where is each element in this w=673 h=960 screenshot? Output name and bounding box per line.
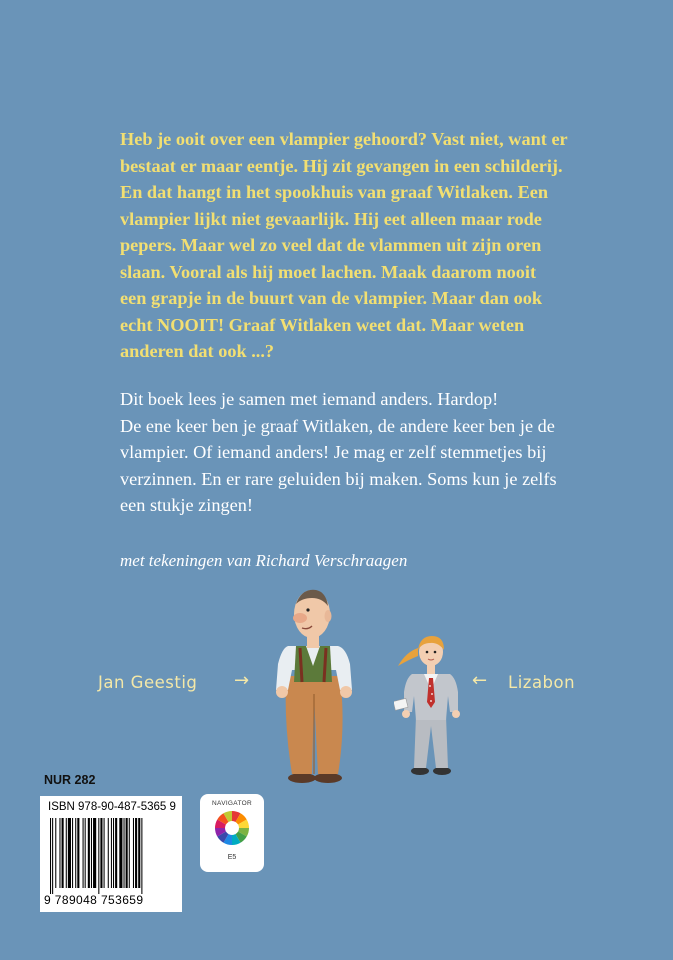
barcode-bar [93,818,96,888]
navigator-label: NAVIGATOR [212,800,252,807]
barcode-bar [138,818,140,888]
description-line: vlampier. Of iemand anders! Je mag er zelf stemmetjes bij [120,442,547,462]
barcode-bar [104,818,105,888]
blurb-line: Heb je ooit over een vlampier gehoord? Vast niet, want er [120,129,568,149]
arrow-right-icon: → [234,670,250,691]
arrow-left-icon: ← [472,670,488,691]
blurb-line: echt NOOIT! Graaf Witlaken weet dat. Maar weten [120,314,525,335]
blurb-line: vlampier lijkt niet gevaarlijk. Hij eet alleen maar rode [120,208,542,229]
barcode-bar [77,818,79,888]
illustrator-credit: met tekeningen van Richard Verschraagen [120,551,408,570]
barcode-bar [113,818,114,888]
description-line: Dit boek lees je samen met iemand anders. Hardop! [120,389,499,409]
barcode-bars [46,818,176,894]
isbn-barcode [40,796,182,912]
barcode-bar [83,818,84,888]
barcode-bar [52,818,53,894]
barcode-bar [50,818,51,894]
barcode-bar [75,818,76,888]
character-label-lizabon: Lizabon [508,673,576,692]
blurb-line: pepers. Maar wel zo veel dat de vlammen uit zijn oren [120,235,542,255]
barcode-bar [72,818,73,888]
ean-digits: 9 789048 753659 [44,893,144,907]
character-label-jan-geestig: Jan Geestig [98,673,198,692]
blurb-line: een grapje in de buurt van de vlampier. Maar dan ook [120,288,543,308]
barcode-bar [108,818,109,888]
jan-geestig-illustration [262,586,362,784]
color-wheel-icon [213,809,251,847]
barcode-bar [98,818,99,894]
lizabon-illustration [394,630,470,776]
description-line: verzinnen. En er rare geluiden bij maken. Soms kun je zelfs [120,468,557,489]
barcode-bar [126,818,128,888]
barcode-bar [119,818,122,888]
navigator-badge [200,794,264,872]
barcode-bar [111,818,112,888]
barcode-bar [100,818,102,888]
blurb-line: slaan. Vooral als hij moet lachen. Maak daarom nooit [120,261,537,282]
blurb-paragraph [120,126,620,365]
blurb-line: anderen dat ook ...? [120,341,275,361]
barcode-bar [88,818,90,888]
barcode-bar [129,818,130,888]
barcode-bar [115,818,117,888]
blurb-line: En dat hangt in het spookhuis van graaf Witlaken. Een [120,182,549,202]
barcode-bar [133,818,134,888]
barcode-bar [62,818,64,888]
description-line: een stukje zingen! [120,495,253,515]
description-paragraph [120,386,620,519]
barcode-bar [91,818,92,888]
barcode-bar [55,818,56,888]
barcode-bar [59,818,60,888]
navigator-code: E5 [227,854,237,861]
blurb-line: bestaat er maar eentje. Hij zit gevangen in een schilderij. [120,155,563,176]
barcode-bar [66,818,67,888]
barcode-bar [85,818,86,888]
barcode-bar [135,818,137,888]
barcode-bar [141,818,142,894]
isbn-label: ISBN 978-90-487-5365 9 [48,801,176,813]
barcode-bar [68,818,71,888]
barcode-bar [124,818,125,888]
nur-code: NUR 282 [44,773,96,787]
description-line: De ene keer ben je graaf Witlaken, de andere keer ben je de [120,415,555,436]
